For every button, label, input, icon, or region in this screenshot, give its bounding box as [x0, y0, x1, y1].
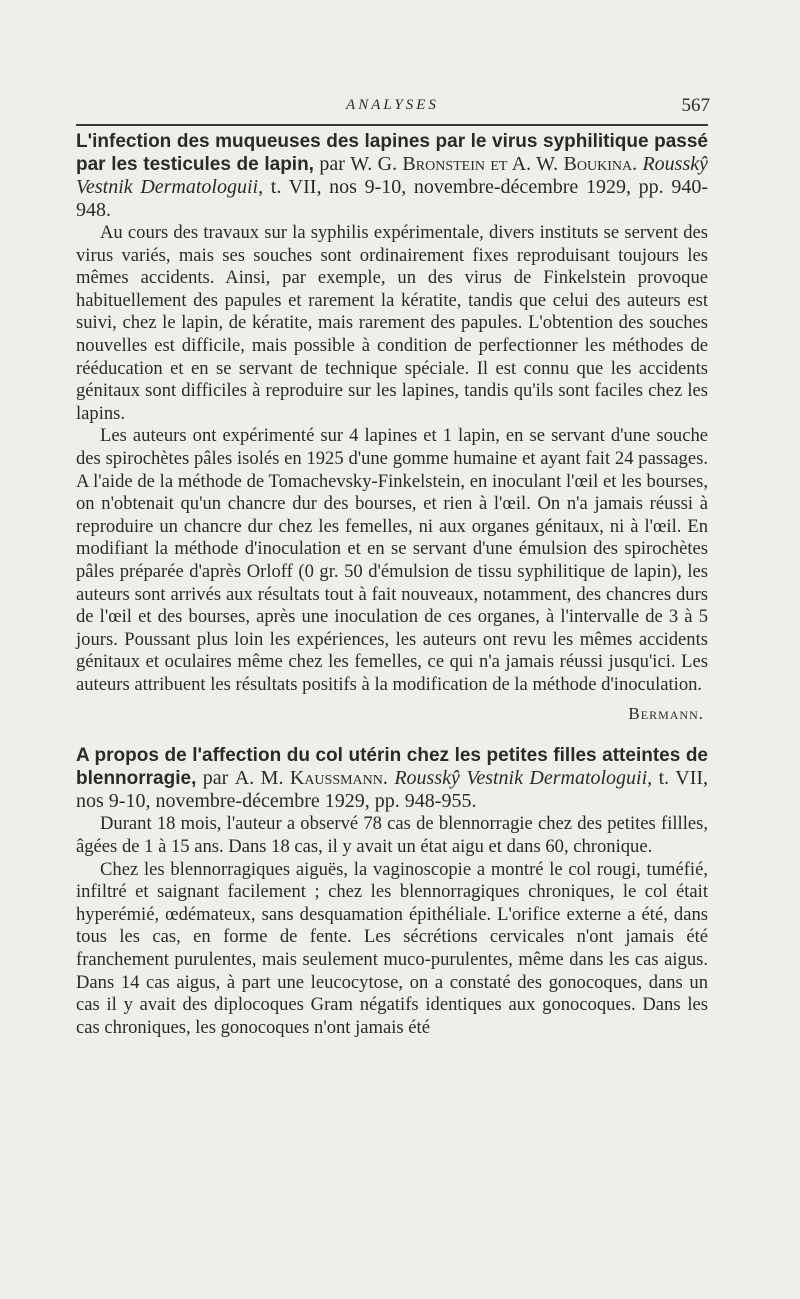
article-1-journal: Rousskŷ Vestnik Dermatologuii,	[76, 153, 708, 198]
article-2-authors: A. M. Kaussmann.	[234, 767, 388, 790]
article-1	[76, 130, 708, 726]
article-1-details: t. VII, nos 9-10, novembre-décembre 1929, pp. 940-948.	[76, 176, 708, 221]
header-rule	[76, 124, 708, 126]
article-content	[76, 130, 708, 1039]
article-1-signature: Bermann.	[628, 704, 704, 724]
article-2-paragraph: Durant 18 mois, l'auteur a observé 78 cas de blennorragie chez des petites fillles, âgées de 1 à 15 ans. Dans 18 cas, il y avait un état aigu et dans 60, chronique.	[76, 813, 708, 858]
article-1-title: L'infection des muqueuses des lapines par le virus syphilitique passé par les testicules de lapin,	[76, 131, 708, 175]
article-2	[76, 744, 708, 1039]
article-2-by: par	[202, 767, 229, 790]
article-2-journal: Rousskŷ Vestnik Dermatologuii,	[394, 767, 653, 790]
article-2-paragraph: Chez les blennorragiques aiguës, la vaginoscopie a montré le col rougi, tuméfié, infiltré et saignant facilement ; chez les blennorragiques chroniques, le col était hyperémié, œdémateux, sans desquamation épithéliale. L'orifice externe a été, dans tous les cas, en forme de fente. Les sécrétions cervicales n'ont jamais été franchement purulentes, mais seulement muco-purulentes, même dans les cas aigus. Dans 14 cas aigus, à part une leucocytose, on a constaté des gonocoques, dans un cas il y avait des diplocoques Gram négatifs identiques aux gonocoques. Dans les cas chroniques, les gonocoques n'ont jamais été	[76, 858, 708, 1038]
page-number: 567	[681, 95, 710, 116]
article-2-title: A propos de l'affection du col utérin chez les petites filles atteintes de blennorragie,	[76, 745, 708, 790]
article-1-by: par	[319, 153, 345, 175]
article-1-paragraph: Au cours des travaux sur la syphilis expérimentale, divers instituts se servent des virus variés, mais ses souches sont ordinairement fixes reproduisant toujours les mêmes accidents. Ainsi, par exemple, un des virus de Finkelstein provoque habituellement des papules et rarement la kératite, tandis que celui des auteurs est suivi, chez le lapin, de kératite, mais rarement des papules. L'obtention des souches nouvelles est difficile, mais possible à condition de perfectionner les méthodes de rééducation et en se servant de technique spéciale. Il est connu que les accidents génitaux sont difficiles à reproduire sur les lapines, tandis qu'ils sont faciles chez les lapins.	[76, 222, 708, 424]
article-2-heading	[76, 744, 708, 813]
article-2-details: t. VII, nos 9-10, novembre-décembre 1929, pp. 948-955.	[76, 767, 709, 813]
running-head-title: ANALYSES	[346, 97, 439, 113]
article-1-paragraph: Les auteurs ont expérimenté sur 4 lapines et 1 lapin, en se servant d'une souche des spirochètes pâles isolés en 1925 d'une gomme humaine et ayant fait 24 passages. A l'aide de la méthode de Tomachevsky-Finkelstein, en inoculant l'œil et les bourses, on n'obtenait qu'un chancre dur des bourses, et rien à l'œil. On n'a jamais réussi à reproduire un chancre dur chez les femelles, ni aux organes génitaux, ni à l'œil. En modifiant la méthode d'inoculation et en se servant d'une émulsion des spirochètes pâles préparée d'après Orloff (0 gr. 50 d'émulsion de tissu syphilitique de lapin), les auteurs sont arrivés aux résultats tout à fait nouveaux, notamment, des chancres durs de l'œil et des bourses, après une inoculation de ces organes, à l'intervalle de 3 à 5 jours. Poussant plus loin les expériences, les auteurs ont revu les mêmes accidents génitaux et oculaires même chez les femelles, ce qui n'a jamais réussi jusqu'ici. Les auteurs attribuent les résultats positifs à la modification de la méthode d'inoculation.	[76, 425, 708, 695]
running-head	[75, 95, 710, 117]
article-1-heading	[76, 130, 708, 222]
article-1-authors: W. G. Bronstein et A. W. Boukina.	[350, 153, 638, 175]
